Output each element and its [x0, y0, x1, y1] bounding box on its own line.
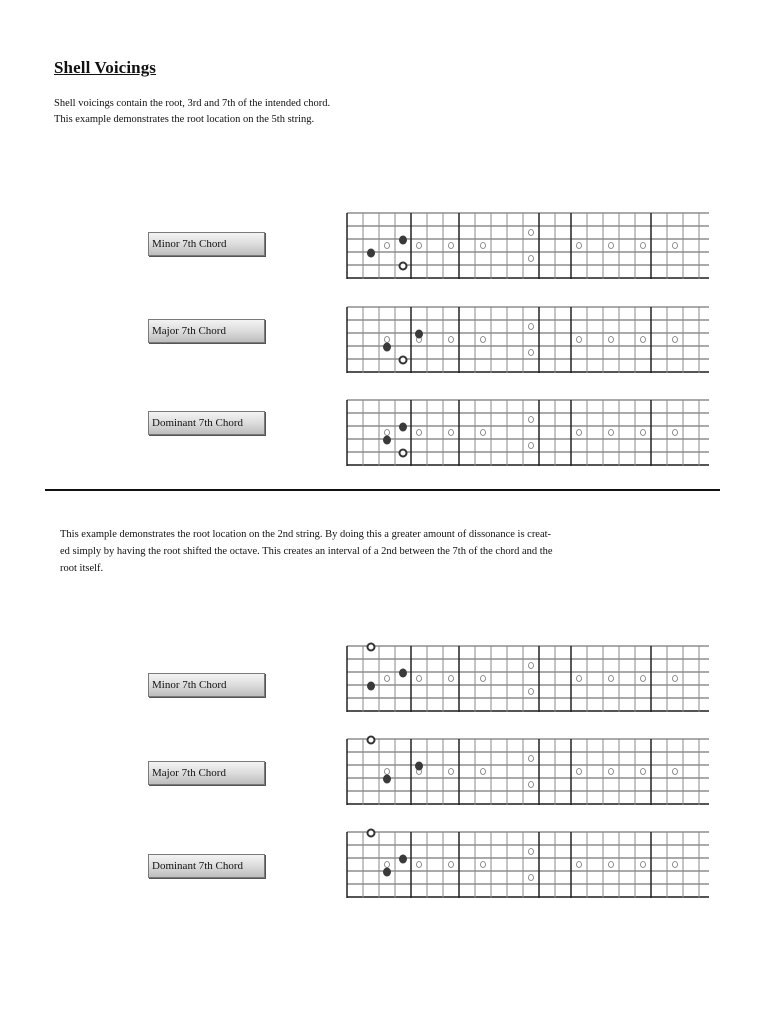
- chord-note-filled: [383, 775, 391, 784]
- chord-note-open: [368, 737, 375, 744]
- fretboard-minor-7th-root-2nd-string: [345, 644, 702, 714]
- fret-marker-double: [529, 782, 534, 788]
- fret-marker: [577, 676, 582, 682]
- section-2-line: ed simply by having the root shifted the octave. This creates an interval of a 2nd between the 7th of the chord and the: [60, 546, 553, 557]
- fret-marker: [609, 769, 614, 775]
- fret-marker: [641, 769, 646, 775]
- fret-marker: [449, 337, 454, 343]
- fretboard-dominant-7th-root-5th-string: [345, 398, 702, 468]
- section-2-line: This example demonstrates the root location on the 2nd string. By doing this a greater amount of dissonance is creat-: [60, 529, 552, 540]
- fret-marker: [449, 243, 454, 249]
- chord-note-open: [400, 450, 407, 457]
- chord-note-filled: [383, 436, 391, 445]
- chord-note-filled: [383, 343, 391, 352]
- chord-note-filled: [399, 855, 407, 864]
- chord-note-open: [400, 357, 407, 364]
- fret-marker: [417, 862, 422, 868]
- fret-marker: [417, 430, 422, 436]
- fret-marker: [673, 337, 678, 343]
- fret-marker-double: [529, 689, 534, 695]
- fret-marker: [641, 862, 646, 868]
- fretboard-dominant-7th-root-2nd-string: [345, 830, 702, 900]
- chord-note-filled: [399, 236, 407, 245]
- dominant-7th-chord-button[interactable]: Dominant 7th Chord: [148, 411, 265, 435]
- fret-marker: [673, 769, 678, 775]
- fret-marker-double: [529, 443, 534, 449]
- fret-marker: [609, 243, 614, 249]
- fret-marker-double: [529, 875, 534, 881]
- fret-marker: [673, 862, 678, 868]
- chord-note-filled: [415, 762, 423, 771]
- fret-marker: [385, 243, 390, 249]
- fret-marker: [609, 862, 614, 868]
- fret-marker-double: [529, 756, 534, 762]
- intro-line: This example demonstrates the root location on the 5th string.: [54, 114, 315, 125]
- fret-marker-double: [529, 350, 534, 356]
- fret-marker: [673, 676, 678, 682]
- fret-marker: [481, 769, 486, 775]
- dominant-7th-chord-button-2[interactable]: Dominant 7th Chord: [148, 854, 265, 878]
- fret-marker: [641, 243, 646, 249]
- fret-marker: [641, 676, 646, 682]
- minor-7th-chord-button-2[interactable]: Minor 7th Chord: [148, 673, 265, 697]
- fretboard-major-7th-root-2nd-string: [345, 737, 702, 807]
- fret-marker: [481, 862, 486, 868]
- minor-7th-chord-button[interactable]: Minor 7th Chord: [148, 232, 265, 256]
- fret-marker: [385, 769, 390, 775]
- fret-marker: [449, 769, 454, 775]
- major-7th-chord-button[interactable]: Major 7th Chord: [148, 319, 265, 343]
- fretboard-minor-7th-root-5th-string: [345, 211, 702, 281]
- fret-marker: [449, 862, 454, 868]
- fret-marker: [577, 862, 582, 868]
- chord-note-filled: [415, 330, 423, 339]
- fret-marker-double: [529, 230, 534, 236]
- fret-marker-double: [529, 663, 534, 669]
- chord-note-filled: [399, 423, 407, 432]
- fret-marker: [417, 243, 422, 249]
- fret-marker: [449, 430, 454, 436]
- fret-marker: [577, 243, 582, 249]
- fret-marker: [385, 676, 390, 682]
- chord-note-filled: [367, 682, 375, 691]
- fret-marker-double: [529, 324, 534, 330]
- major-7th-chord-button-2[interactable]: Major 7th Chord: [148, 761, 265, 785]
- fret-marker: [481, 337, 486, 343]
- fret-marker: [641, 337, 646, 343]
- intro-line: Shell voicings contain the root, 3rd and 7th of the intended chord.: [54, 98, 331, 109]
- fret-marker-double: [529, 849, 534, 855]
- chord-note-open: [368, 644, 375, 651]
- fret-marker-double: [529, 256, 534, 262]
- section-2-line: root itself.: [60, 563, 104, 574]
- fret-marker: [417, 676, 422, 682]
- fret-marker: [673, 243, 678, 249]
- fret-marker-double: [529, 417, 534, 423]
- fret-marker: [481, 676, 486, 682]
- page-title: Shell Voicings: [54, 58, 157, 77]
- section-divider: [45, 489, 720, 491]
- chord-note-open: [368, 830, 375, 837]
- fret-marker: [385, 862, 390, 868]
- fret-marker: [481, 430, 486, 436]
- fret-marker: [577, 769, 582, 775]
- intro-text: [54, 96, 474, 128]
- fret-marker: [577, 430, 582, 436]
- chord-note-filled: [399, 669, 407, 678]
- fret-marker: [609, 676, 614, 682]
- chord-note-filled: [383, 868, 391, 877]
- section-2-text: [60, 526, 660, 577]
- fret-marker: [609, 430, 614, 436]
- fret-marker: [385, 430, 390, 436]
- fret-marker: [641, 430, 646, 436]
- fret-marker: [577, 337, 582, 343]
- chord-note-filled: [367, 249, 375, 258]
- fret-marker: [673, 430, 678, 436]
- fret-marker: [385, 337, 390, 343]
- fretboard-major-7th-root-5th-string: [345, 305, 702, 375]
- fret-marker: [481, 243, 486, 249]
- fret-marker: [609, 337, 614, 343]
- fret-marker: [449, 676, 454, 682]
- chord-note-open: [400, 263, 407, 270]
